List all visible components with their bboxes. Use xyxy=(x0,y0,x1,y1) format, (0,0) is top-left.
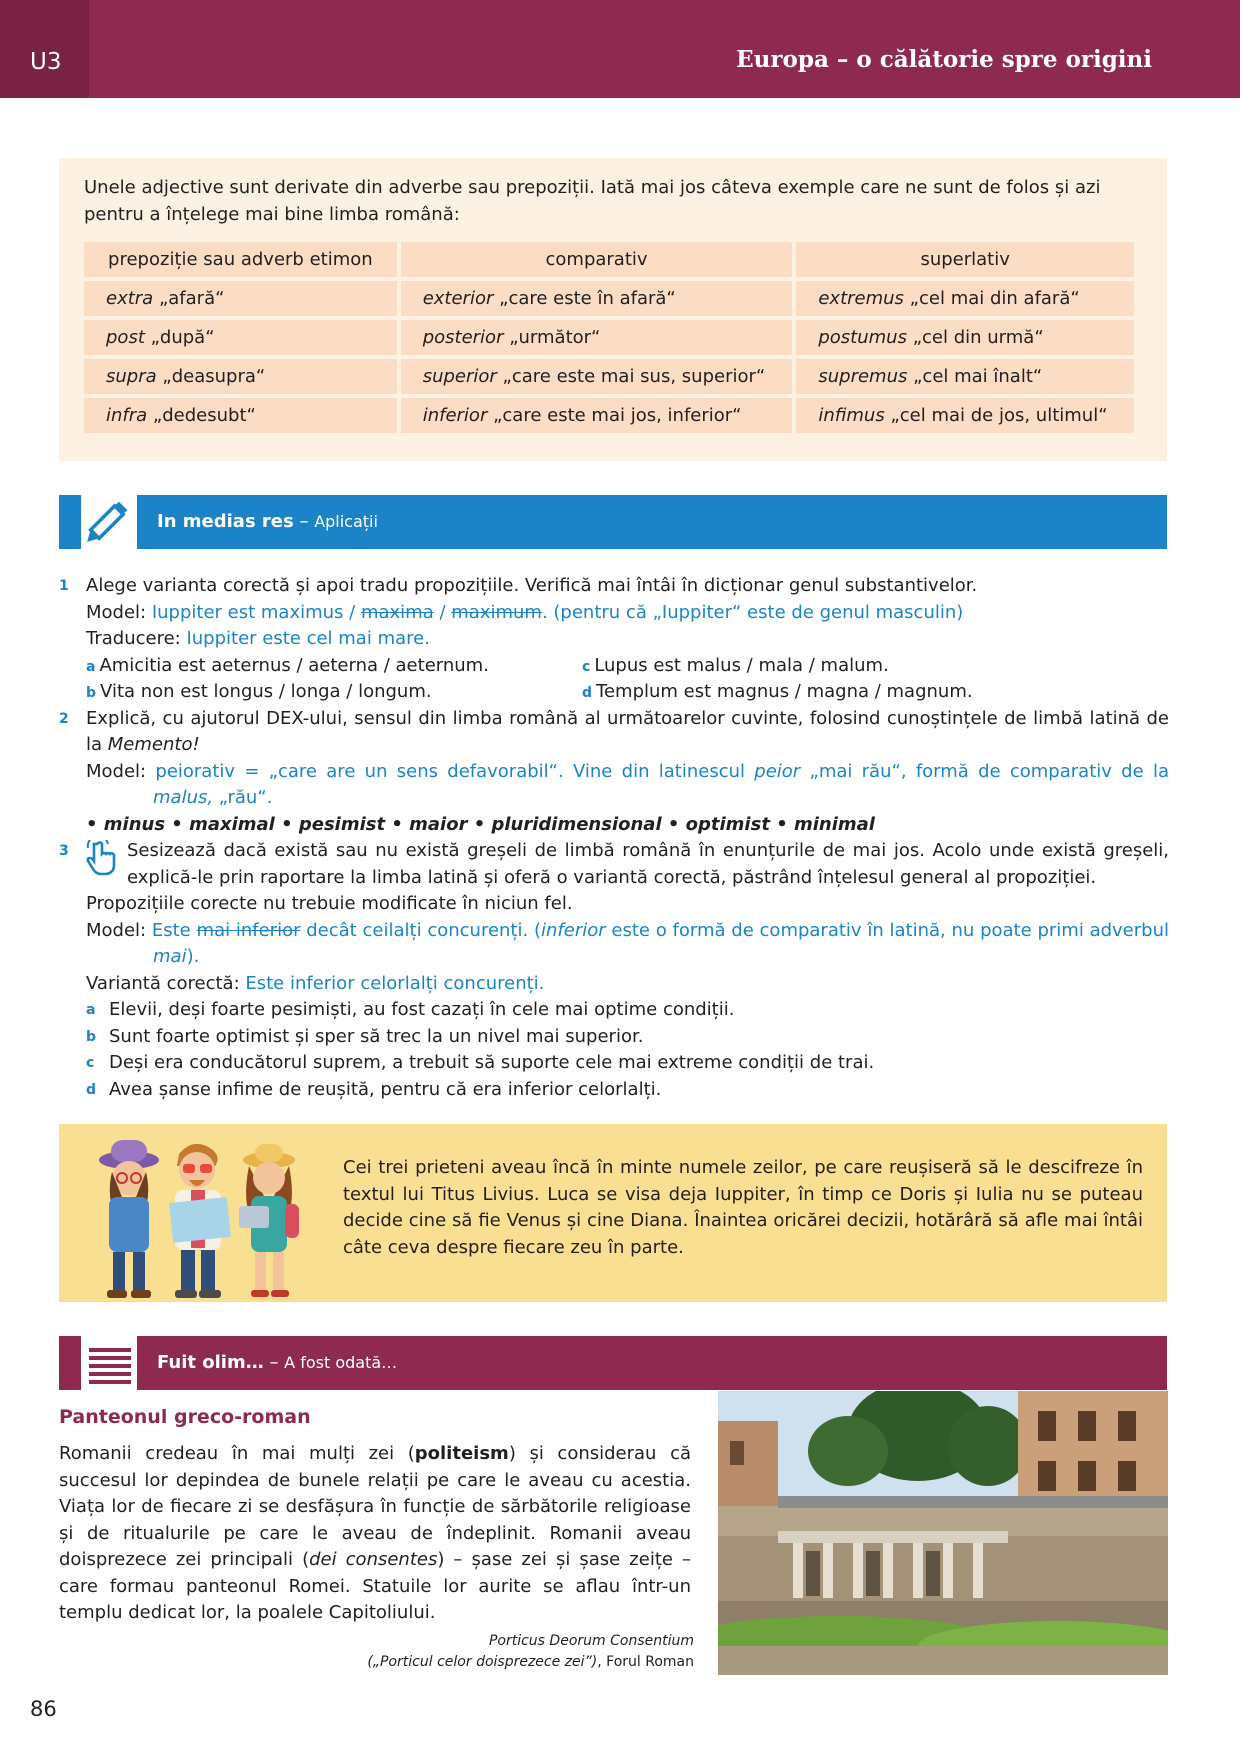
exercise-3: 3 Sesizează dacă există sau nu există greșeli de limbă română în enunțurile de mai jos. Acolo unde există greșeli, explică-le prin raportare la limba latină și oferă o variantă corectă, păstrând înțelesul general al propoziției. xyxy=(59,838,1169,891)
exercise-3-model: Model: Este mai inferior decât ceilalți concurenți. (inferior este o formă de comparativ în latină, nu poate primi adverbul mai). xyxy=(86,919,1169,967)
table-cell: supremus „cel mai înalt“ xyxy=(796,359,1134,394)
chapter-title: Europa – o călătorie spre origini xyxy=(736,46,1152,73)
exercise-1-model: Model: Iuppiter est maximus / maxima / maximum. (pentru că „Iuppiter“ este de genul masculin) xyxy=(86,601,964,623)
section-applications-header xyxy=(59,495,1167,549)
list-item: d Templum est magnus / magna / magnum. xyxy=(582,681,973,702)
list-item: c Deși era conducătorul suprem, a trebuit să suporte cele mai extreme condiții de trai. xyxy=(86,1052,875,1073)
adjectives-table xyxy=(80,238,1138,437)
list-item: a Amicitia est aeternus / aeterna / aeternum. xyxy=(86,654,489,676)
exercise-1: 1 Alege varianta corectă și apoi tradu propozițiile. Verifică mai întâi în dicționar genul substantivelor. xyxy=(59,573,1169,600)
table-cell: inferior „care este mai jos, inferior“ xyxy=(401,398,793,433)
table-cell: supra „deasupra“ xyxy=(84,359,397,394)
exercise-2-model: Model: peiorativ = „care are un sens defavorabil“. Vine din latinescul peior „mai rău“, formă de comparativ de la malus, „rău“. xyxy=(86,760,1169,808)
hand-pointer-icon xyxy=(85,840,119,885)
photo-caption: Porticus Deorum Consentium („Porticul celor doisprezece zei”), Forul Roman xyxy=(367,1633,694,1670)
memento-intro: Unele adjective sunt derivate din adverbe sau prepoziții. Iată mai jos câteva exemple care ne sunt de folos și azi pentru a înțelege mai bine limba română: xyxy=(84,177,1101,225)
roman-forum-photo xyxy=(718,1391,1168,1675)
table-header-cell: comparativ xyxy=(401,242,793,277)
pencil-icon xyxy=(59,495,137,549)
table-cell: extra „afară“ xyxy=(84,281,397,316)
pantheon-paragraph: Romanii credeau în mai mulți zei (politeism) și considerau că succesul lor depindea de bunele relații pe care le aveau cu acestia. Viața lor de fiecare zi se desfășura în funcție de sărbătorile religioase și de ritualurile pe care le aveau de îndeplinit. Romanii aveau doisprezece zei principali (dei consentes) – șase zei și șase zeițe – care formau panteonul Romei. Statuile lor aurite se aflau într-un templu dedicat lor, la poalele Capitoliului. xyxy=(59,1443,691,1623)
story-text: Cei trei prieteni aveau încă în minte numele zeilor, pe care reușiseră să le descifreze în textul lui Titus Livius. Luca se visa deja Iuppiter, în timp ce Doris și Iulia nu se puteau decide cine să fie Venus și cine Diana. Înaintea oricărei decizii, hotărâră să afle mai întâi câte ceva despre fiecare zeu în parte. xyxy=(343,1157,1143,1258)
page-header xyxy=(0,0,1240,98)
table-header-cell: superlativ xyxy=(796,242,1134,277)
table-cell: exterior „care este în afară“ xyxy=(401,281,793,316)
section-title: Fuit olim… – A fost odată… xyxy=(157,1352,398,1373)
list-item: d Avea șanse infime de reușită, pentru că era inferior celorlalți. xyxy=(86,1078,662,1100)
list-item: a Elevii, deși foarte pesimiști, au fost cazați în cele mai optime condiții. xyxy=(86,999,735,1020)
table-header-row xyxy=(84,242,1134,277)
table-cell: postumus „cel din urmă“ xyxy=(796,320,1134,355)
exercise-3-note: Propozițiile corecte nu trebuie modificate în niciun fel. xyxy=(86,893,573,914)
exercise-1-items-row xyxy=(59,679,1169,706)
exercise-1-translation: Traducere: Iuppiter este cel mai mare. xyxy=(86,628,430,649)
list-item: b Vita non est longus / longa / longum. xyxy=(86,681,432,702)
memento-box xyxy=(59,158,1167,461)
table-cell: extremus „cel mai din afară“ xyxy=(796,281,1134,316)
exercise-2: 2 Explică, cu ajutorul DEX-ului, sensul din limba română al următoarelor cuvinte, folosind cunoștințele de limbă latină de la Memento! xyxy=(59,707,1169,755)
lines-icon xyxy=(59,1336,137,1390)
exercises xyxy=(59,573,1169,1103)
table-row xyxy=(84,398,1134,433)
exercise-number: 3 xyxy=(59,843,69,859)
table-header-cell: prepoziție sau adverb etimon xyxy=(84,242,397,277)
list-item: b Sunt foarte optimist și sper să trec la un nivel mai superior. xyxy=(86,1025,644,1047)
exercise-number: 2 xyxy=(59,710,69,727)
table-cell: superior „care este mai sus, superior“ xyxy=(401,359,793,394)
section-story-header xyxy=(59,1336,1167,1390)
exercise-2-words: • minus • maximal • pesimist • maior • pluridimensional • optimist • minimal xyxy=(86,813,875,835)
exercise-3-correct: Variantă corectă: Este inferior celorlalți concurenți. xyxy=(86,972,545,994)
pantheon-heading: Panteonul greco-roman xyxy=(59,1406,311,1428)
table-row xyxy=(84,281,1134,316)
story-box xyxy=(59,1124,1167,1302)
exercise-1-items-row xyxy=(59,653,1169,680)
exercise-number: 1 xyxy=(59,578,69,594)
unit-label: U3 xyxy=(0,0,89,98)
table-cell: infimus „cel mai de jos, ultimul“ xyxy=(796,398,1134,433)
table-cell: post „după“ xyxy=(84,320,397,355)
section-title: In medias res – Aplicații xyxy=(157,511,378,532)
table-row xyxy=(84,320,1134,355)
table-cell: infra „dedesubt“ xyxy=(84,398,397,433)
three-friends-illustration xyxy=(79,1132,329,1306)
page-number: 86 xyxy=(30,1697,57,1721)
table-row xyxy=(84,359,1134,394)
table-cell: posterior „următor“ xyxy=(401,320,793,355)
list-item: c Lupus est malus / mala / malum. xyxy=(582,654,889,676)
